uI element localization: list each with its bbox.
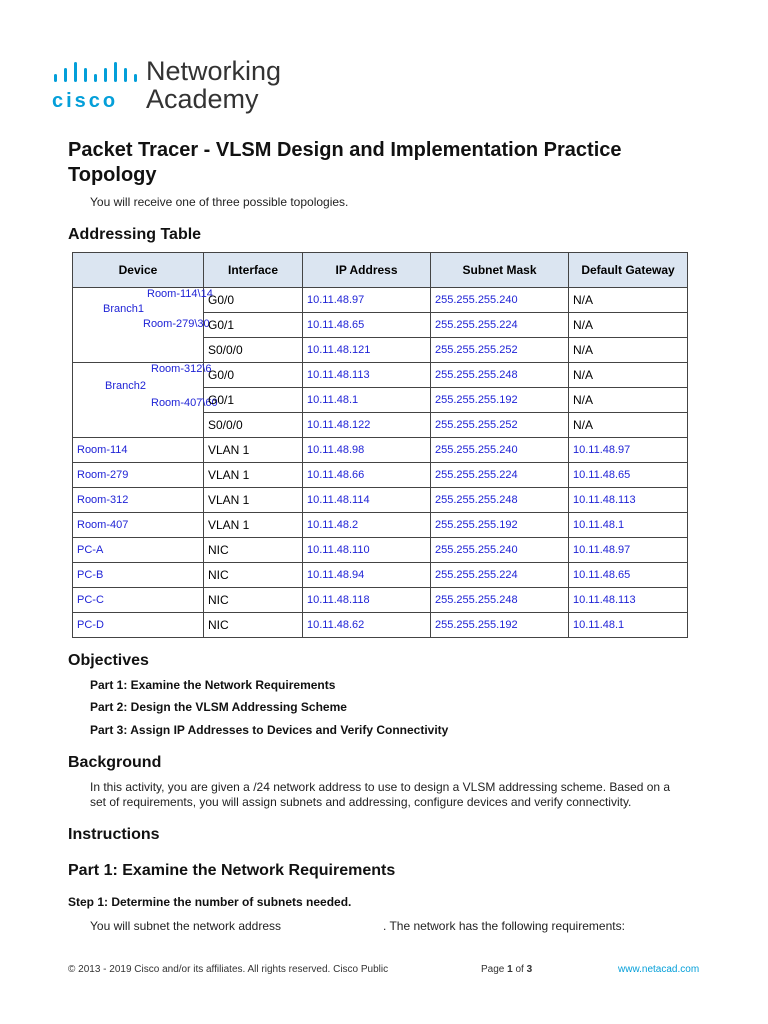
addressing-table	[72, 252, 688, 638]
logo-networking: Networking	[146, 56, 282, 86]
interface-cell: VLAN 1	[204, 513, 303, 538]
ip-cell: 10.11.48.118	[303, 588, 431, 613]
device-cell-branch2	[73, 363, 218, 438]
device-cell: Room-407	[73, 513, 204, 538]
gateway-cell: 10.11.48.1	[569, 513, 688, 538]
step1-heading: Step 1: Determine the number of subnets needed.	[68, 895, 352, 909]
interface-cell: NIC	[204, 563, 303, 588]
mask-cell: 255.255.255.192	[431, 388, 569, 413]
col-default-gateway: Default Gateway	[569, 253, 688, 288]
ip-cell: 10.11.48.113	[303, 363, 431, 388]
footer-copyright: © 2013 - 2019 Cisco and/or its affiliates. All rights reserved. Cisco Public	[68, 964, 389, 975]
interface-cell: VLAN 1	[204, 463, 303, 488]
mask-cell: 255.255.255.192	[431, 613, 569, 638]
table-row	[73, 463, 688, 488]
gateway-cell: N/A	[569, 288, 688, 313]
interface-cell: G0/0	[204, 363, 303, 388]
gateway-cell: 10.11.48.113	[569, 488, 688, 513]
device-cell: PC-C	[73, 588, 204, 613]
table-row	[73, 488, 688, 513]
background-line-1: In this activity, you are given a /24 network address to use to design a VLSM addressing scheme. Based on a	[90, 780, 671, 794]
interface-cell: VLAN 1	[204, 438, 303, 463]
device-cell: PC-B	[73, 563, 204, 588]
device-cell-branch1	[73, 288, 213, 363]
table-header-row	[73, 253, 688, 288]
interface-cell: NIC	[204, 538, 303, 563]
ip-cell: 10.11.48.1	[303, 388, 431, 413]
table-row	[73, 588, 688, 613]
ip-cell: 10.11.48.66	[303, 463, 431, 488]
ip-cell: 10.11.48.65	[303, 313, 431, 338]
interface-cell: G0/0	[204, 288, 303, 313]
footer-link[interactable]: www.netacad.com	[618, 964, 700, 975]
ip-cell: 10.11.48.97	[303, 288, 431, 313]
device-cell: PC-D	[73, 613, 204, 638]
cisco-wordmark: cisco	[52, 90, 119, 112]
part1-heading: Part 1: Examine the Network Requirements	[68, 862, 396, 879]
interface-cell: VLAN 1	[204, 488, 303, 513]
background-line-2: set of requirements, you will assign subnets and addressing, configure devices and verify connectivity.	[90, 795, 632, 809]
ip-cell: 10.11.48.122	[303, 413, 431, 438]
mask-cell: 255.255.255.252	[431, 338, 569, 363]
table-row	[73, 613, 688, 638]
device-label: Branch1	[103, 303, 144, 315]
page-number: 1	[507, 964, 513, 975]
mask-cell: 255.255.255.248	[431, 363, 569, 388]
step1-text-b: . The network has the following requirements:	[383, 919, 625, 933]
device-label: Room-279\30	[143, 318, 210, 330]
device-cell: Room-312	[73, 488, 204, 513]
objective-part-2: Part 2: Design the VLSM Addressing Scheme	[90, 700, 347, 714]
interface-cell: S0/0/0	[204, 413, 303, 438]
device-cell: Room-114	[73, 438, 204, 463]
interface-cell: S0/0/0	[204, 338, 303, 363]
table-row	[73, 563, 688, 588]
gateway-cell: 10.11.48.1	[569, 613, 688, 638]
step1-text-a: You will subnet the network address	[90, 919, 282, 933]
mask-cell: 255.255.255.248	[431, 488, 569, 513]
table-row	[73, 513, 688, 538]
gateway-cell: N/A	[569, 313, 688, 338]
addressing-table-heading: Addressing Table	[68, 226, 202, 243]
interface-cell: NIC	[204, 613, 303, 638]
mask-cell: 255.255.255.240	[431, 288, 569, 313]
gateway-cell: 10.11.48.65	[569, 563, 688, 588]
mask-cell: 255.255.255.252	[431, 413, 569, 438]
gateway-cell: N/A	[569, 388, 688, 413]
device-label: Room-407\60	[151, 397, 218, 409]
table-row	[73, 363, 688, 388]
mask-cell: 255.255.255.224	[431, 463, 569, 488]
interface-cell: G0/1	[204, 313, 303, 338]
gateway-cell: N/A	[569, 413, 688, 438]
ip-cell: 10.11.48.98	[303, 438, 431, 463]
mask-cell: 255.255.255.248	[431, 588, 569, 613]
cisco-bars-icon	[52, 62, 144, 86]
page-total: 3	[526, 964, 533, 975]
mask-cell: 255.255.255.224	[431, 313, 569, 338]
gateway-cell: N/A	[569, 338, 688, 363]
page-of: of	[515, 964, 524, 975]
ip-cell: 10.11.48.62	[303, 613, 431, 638]
interface-cell: NIC	[204, 588, 303, 613]
col-ip-address: IP Address	[303, 253, 431, 288]
mask-cell: 255.255.255.224	[431, 563, 569, 588]
col-device: Device	[73, 253, 204, 288]
page-title: Packet Tracer - VLSM Design and Implementation Practice Topology	[68, 139, 622, 186]
ip-cell: 10.11.48.110	[303, 538, 431, 563]
col-subnet-mask: Subnet Mask	[431, 253, 569, 288]
interface-cell: G0/1	[204, 388, 303, 413]
gateway-cell: N/A	[569, 363, 688, 388]
gateway-cell: 10.11.48.97	[569, 438, 688, 463]
table-row	[73, 438, 688, 463]
device-label: Branch2	[105, 380, 146, 392]
device-label: Room-312\6	[151, 363, 212, 375]
cisco-networking-academy-logo	[52, 56, 312, 120]
gateway-cell: 10.11.48.65	[569, 463, 688, 488]
objectives-heading: Objectives	[68, 652, 149, 669]
intro-text: You will receive one of three possible topologies.	[90, 195, 349, 209]
instructions-heading: Instructions	[68, 826, 160, 843]
ip-cell: 10.11.48.114	[303, 488, 431, 513]
logo-academy: Academy	[146, 84, 259, 114]
gateway-cell: 10.11.48.113	[569, 588, 688, 613]
gateway-cell: 10.11.48.97	[569, 538, 688, 563]
col-interface: Interface	[204, 253, 303, 288]
background-heading: Background	[68, 754, 162, 771]
ip-cell: 10.11.48.121	[303, 338, 431, 363]
device-label: Room-114\14	[147, 288, 213, 300]
page-prefix: Page	[481, 964, 505, 975]
footer-page	[481, 964, 532, 975]
objective-part-3: Part 3: Assign IP Addresses to Devices and Verify Connectivity	[90, 723, 449, 737]
device-cell: Room-279	[73, 463, 204, 488]
table-row	[73, 288, 688, 313]
table-row	[73, 538, 688, 563]
mask-cell: 255.255.255.192	[431, 513, 569, 538]
objective-part-1: Part 1: Examine the Network Requirements	[90, 678, 336, 692]
ip-cell: 10.11.48.94	[303, 563, 431, 588]
device-cell: PC-A	[73, 538, 204, 563]
mask-cell: 255.255.255.240	[431, 438, 569, 463]
mask-cell: 255.255.255.240	[431, 538, 569, 563]
ip-cell: 10.11.48.2	[303, 513, 431, 538]
